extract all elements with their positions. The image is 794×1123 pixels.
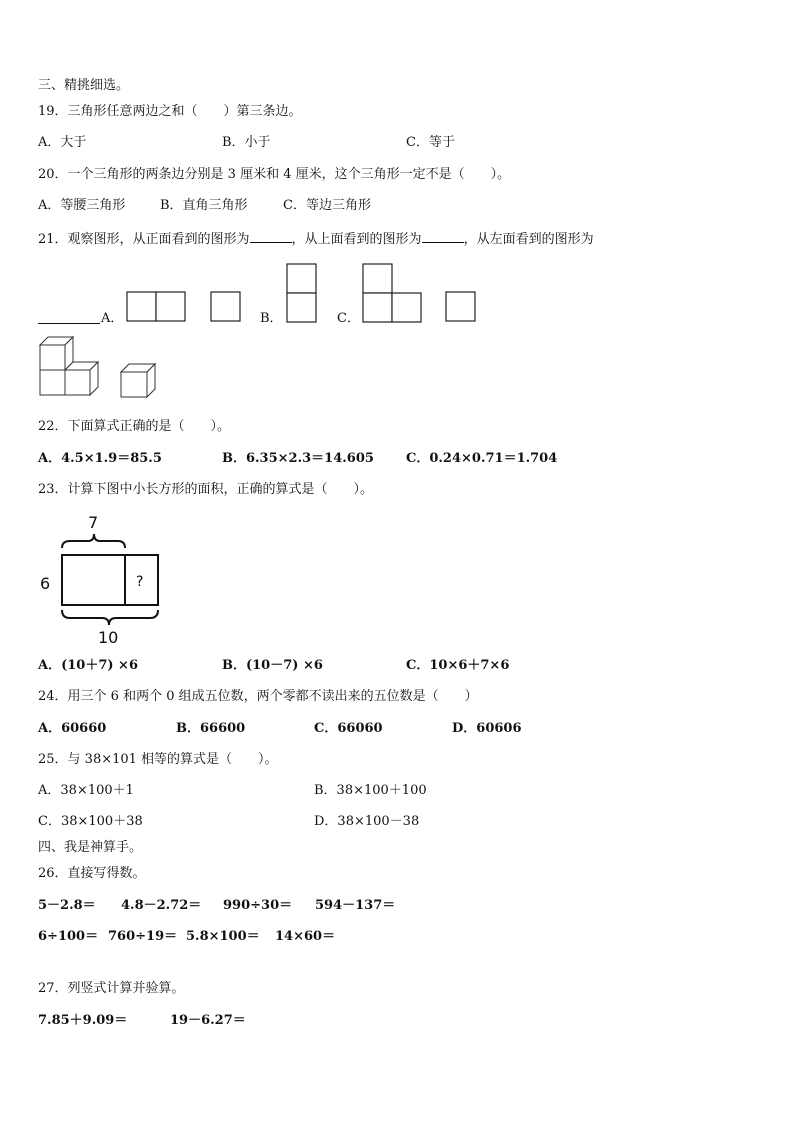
question-24-stem: 24．用三个 6 和两个 0 组成五位数，两个零都不读出来的五位数是（ ） [38, 689, 478, 704]
option-c-shape [363, 264, 475, 322]
bottom-length-label: 10 [98, 628, 119, 647]
q24-option-c: C．66060 [314, 721, 383, 736]
q26-row1-item: 594－137＝ [315, 898, 396, 913]
question-23-stem: 23．计算下图中小长方形的面积，正确的算式是（ ）。 [38, 482, 374, 497]
q20-option-c: C．等边三角形 [283, 198, 371, 213]
single-cube-figure [121, 364, 155, 397]
option-b-shape [287, 264, 316, 322]
section-heading-4: 四、我是神算手。 [38, 840, 143, 855]
q21-option-a-label: A． [101, 311, 124, 326]
q21-option-c-label: C． [337, 311, 360, 326]
q26-row2-item: 760÷19＝ [108, 929, 178, 944]
q25-option-c: C．38×100＋38 [38, 814, 143, 829]
q23-option-a: A．(10＋7) ×6 [38, 658, 138, 673]
q21-figures [0, 0, 794, 420]
q25-option-d: D．38×100－38 [314, 814, 420, 829]
q22-option-b: B．6.35×2.3＝14.605 [222, 451, 374, 466]
big-rectangle [62, 555, 158, 605]
q23-rectangle-diagram [30, 508, 180, 648]
question-19-stem: 19．三角形任意两边之和（ ）第三条边。 [38, 104, 302, 119]
q20-option-b: B．直角三角形 [160, 198, 248, 213]
q22-option-a: A．4.5×1.9＝85.5 [38, 451, 162, 466]
q21-stem-part2: ，从上面看到的图形为 [291, 232, 422, 247]
q26-row2-item: 5.8×100＝ [186, 929, 260, 944]
q26-row2-item: 14×60＝ [275, 929, 336, 944]
q19-option-a: A．大于 [38, 135, 87, 150]
q21-stem-part3: ，从左面看到的图形为 [463, 232, 594, 247]
q25-option-a: A．38×100＋1 [38, 783, 134, 798]
top-length-label: 7 [88, 513, 99, 532]
q19-option-c: C．等于 [406, 135, 455, 150]
bottom-brace [62, 610, 158, 625]
unknown-area-label: ? [136, 574, 144, 590]
q24-option-a: A．60660 [38, 721, 107, 736]
q19-option-b: B．小于 [222, 135, 271, 150]
q20-option-a: A．等腰三角形 [38, 198, 126, 213]
q27-item: 19－6.27＝ [170, 1013, 246, 1028]
question-25-stem: 25．与 38×101 相等的算式是（ ）。 [38, 752, 278, 767]
q25-option-b: B．38×100＋100 [314, 783, 427, 798]
q26-row1-item: 990÷30＝ [223, 898, 293, 913]
q26-row2-item: 6÷100＝ [38, 929, 99, 944]
q24-option-b: B．66600 [176, 721, 246, 736]
question-20-stem: 20．一个三角形的两条边分别是 3 厘米和 4 厘米，这个三角形一定不是（ ）。 [38, 167, 511, 182]
q27-item: 7.85＋9.09＝ [38, 1013, 128, 1028]
question-26-stem: 26．直接写得数。 [38, 866, 146, 881]
side-length-label: 6 [40, 574, 51, 593]
section-heading-3: 三、精挑细选。 [38, 78, 130, 93]
question-22-stem: 22．下面算式正确的是（ ）。 [38, 419, 231, 434]
option-a-shape [127, 292, 240, 321]
top-brace [62, 534, 125, 548]
cube-solid-figure [40, 337, 98, 395]
q26-row1-item: 5－2.8＝ [38, 898, 96, 913]
q23-option-c: C．10×6＋7×6 [406, 658, 510, 673]
q23-option-b: B．(10－7) ×6 [222, 658, 323, 673]
q21-stem-part1: 21．观察图形，从正面看到的图形为 [38, 232, 250, 247]
question-27-stem: 27．列竖式计算并验算。 [38, 981, 185, 996]
q22-option-c: C．0.24×0.71＝1.704 [406, 451, 558, 466]
q24-option-d: D．60606 [452, 721, 522, 736]
q26-row1-item: 4.8－2.72＝ [121, 898, 202, 913]
q21-option-b-label: B． [260, 311, 283, 326]
